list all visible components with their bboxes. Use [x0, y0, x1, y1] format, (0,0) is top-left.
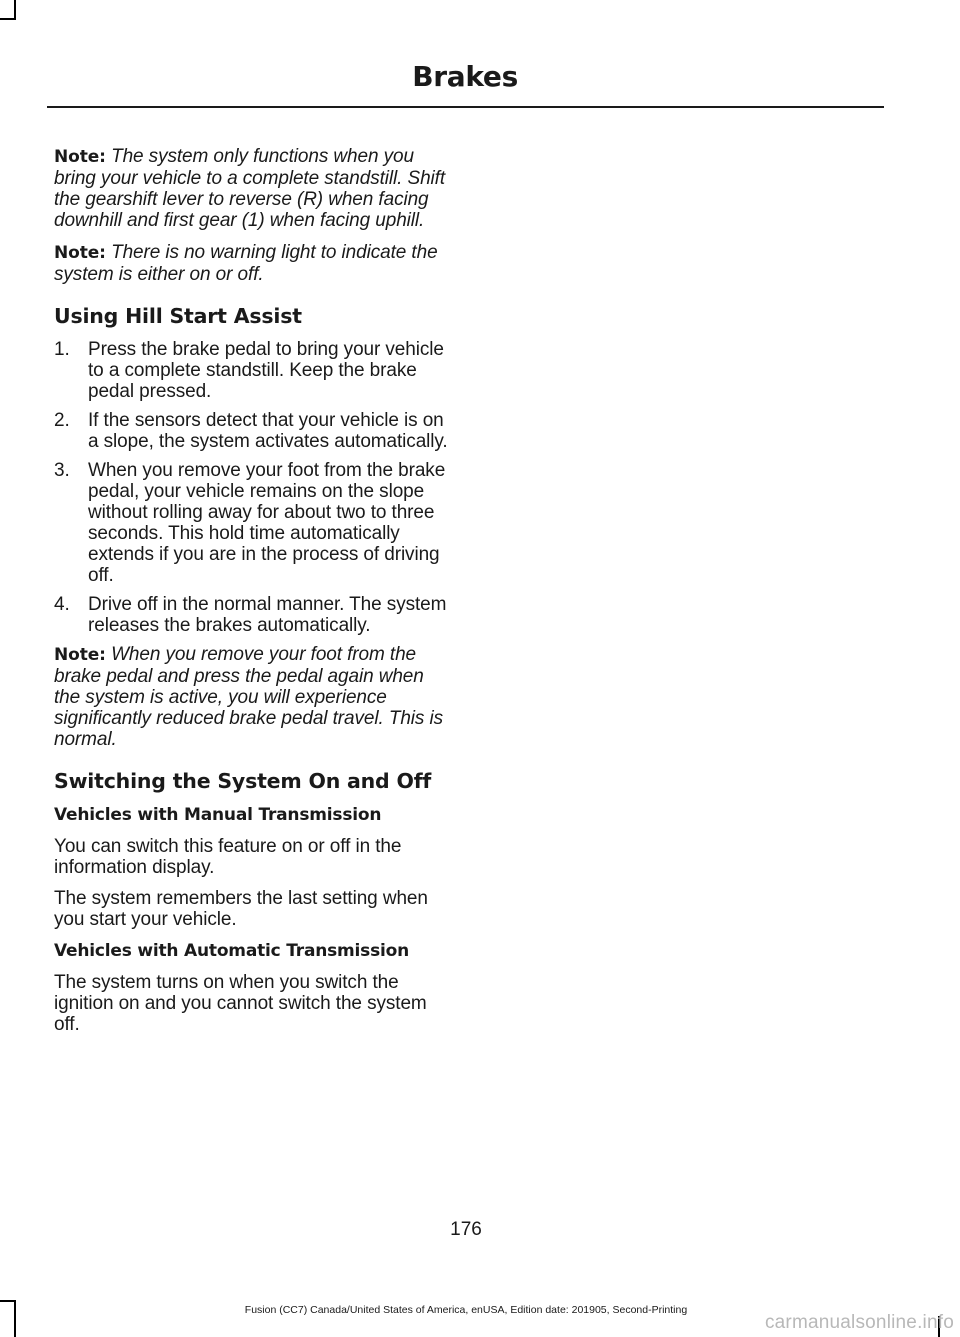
- crop-mark: [14, 0, 16, 20]
- step-text: When you remove your foot from the brake pedal, your vehicle remains on the slope without rolling away for about two to three seconds. This hold time automatically extends if you are in the process of driving off.: [88, 460, 446, 586]
- crop-mark: [0, 18, 16, 20]
- list-item: [54, 460, 448, 586]
- subsection-title-manual: Vehicles with Manual Transmission: [54, 805, 382, 825]
- list-item: [54, 410, 448, 452]
- watermark: carmanualsonline.info: [764, 1312, 954, 1333]
- step-text: Drive off in the normal manner. The system releases the brakes automatically.: [88, 594, 447, 636]
- steps-list: [54, 339, 448, 636]
- note-warning-light: [54, 242, 448, 285]
- step-text: Press the brake pedal to bring your vehicle to a complete standstill. Keep the brake pedal pressed.: [88, 339, 444, 402]
- section-title-using-hill-start-assist: Using Hill Start Assist: [54, 304, 302, 328]
- note-label: Note:: [54, 645, 106, 665]
- note-text: There is no warning light to indicate the system is either on or off.: [54, 242, 438, 285]
- chapter-title: Brakes: [412, 60, 518, 93]
- paragraph: You can switch this feature on or off in the information display.: [54, 836, 402, 878]
- note-label: Note:: [54, 243, 106, 263]
- list-item: [54, 594, 448, 636]
- paragraph: The system remembers the last setting when you start your vehicle.: [54, 888, 428, 930]
- paragraph: The system turns on when you switch the ignition on and you cannot switch the system off.: [54, 972, 427, 1035]
- list-item: [54, 339, 448, 402]
- step-number: 4.: [54, 594, 70, 615]
- subsection-title-automatic: Vehicles with Automatic Transmission: [54, 941, 410, 961]
- step-text: If the sensors detect that your vehicle is on a slope, the system activates automatically.: [88, 410, 448, 452]
- footer-edition-info: Fusion (CC7) Canada/United States of America, enUSA, Edition date: 201905, Second-Printing: [244, 1304, 688, 1316]
- note-label: Note:: [54, 147, 106, 167]
- step-number: 3.: [54, 460, 70, 481]
- step-number: 2.: [54, 410, 70, 431]
- page-number: 176: [450, 1219, 482, 1240]
- note-text: The system only functions when you bring your vehicle to a complete standstill. Shift the gearshift lever to reverse (R) when facing downhill and first gear (1) when facing uphill.: [54, 146, 446, 231]
- content-column: [54, 146, 448, 1045]
- note-text: When you remove your foot from the brake pedal and press the pedal again when the system is active, you will experience significantly reduced brake pedal travel. This is normal.: [54, 644, 444, 750]
- note-pedal-travel: [54, 644, 448, 750]
- crop-mark: [0, 1300, 16, 1302]
- note-standstill: [54, 146, 448, 231]
- section-title-switching-system: Switching the System On and Off: [54, 769, 432, 793]
- step-number: 1.: [54, 339, 70, 360]
- header-divider: [47, 106, 884, 108]
